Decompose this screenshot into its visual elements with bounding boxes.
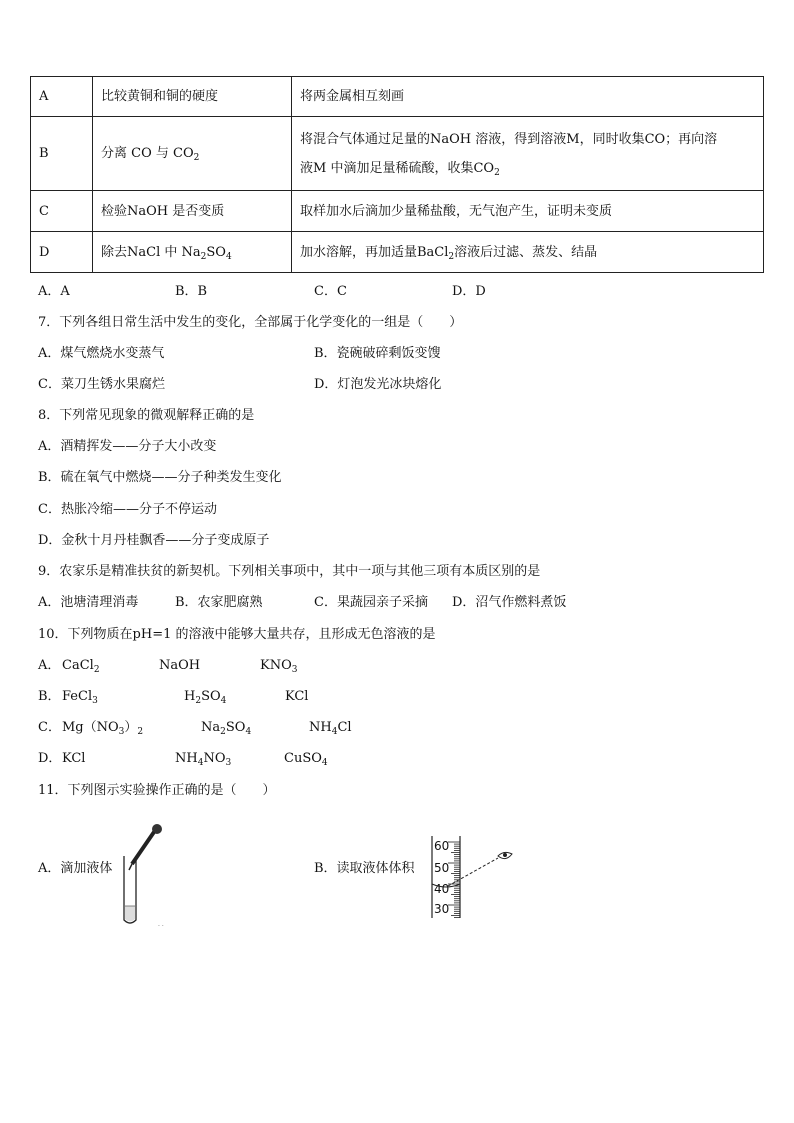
row-method: 将两金属相互刻画	[292, 77, 764, 117]
graduated-cylinder-figure	[428, 834, 524, 922]
row-purpose: 比较黄铜和铜的硬度	[93, 77, 292, 117]
q8-option-b[interactable]: B．硫在氧气中燃烧——分子种类发生变化	[38, 470, 282, 485]
option-a[interactable]: A．煤气燃烧水变蒸气	[38, 346, 165, 361]
q9-stem: 9．农家乐是精准扶贫的新契机。下列相关事项中，其中一项与其他三项有本质区别的是	[38, 564, 541, 579]
option-c[interactable]: C．C	[314, 284, 347, 299]
q11-option-a[interactable]: A．滴加液体	[38, 861, 113, 876]
tick-label: 40	[434, 882, 450, 896]
option-a[interactable]: A．池塘清理消毒	[38, 595, 139, 610]
table-row	[31, 232, 764, 273]
q11-option-b[interactable]: B．读取液体体积	[314, 861, 415, 876]
row-purpose: 分离 CO 与 $CO_2$	[93, 117, 292, 191]
tick-label: 60	[434, 839, 450, 853]
row-letter: B	[31, 117, 93, 191]
option-b[interactable]: B．农家肥腐熟	[175, 595, 263, 610]
q11-stem: 11．下列图示实验操作正确的是（ ）	[38, 783, 276, 798]
options-table	[30, 76, 764, 273]
dropper-tube-icon	[132, 832, 154, 864]
dropper-test-tube-figure	[114, 820, 180, 928]
tick-label: 50	[434, 861, 450, 875]
row-purpose: 除去NaCl 中 $Na_2SO_4$	[93, 232, 292, 273]
q8-option-d[interactable]: D．金秋十月丹桂飘香——分子变成原子	[38, 533, 270, 548]
q8-stem: 8．下列常见现象的微观解释正确的是	[38, 408, 255, 423]
q7-stem: 7．下列各组日常生活中发生的变化，全部属于化学变化的一组是（ ）	[38, 315, 463, 330]
row-purpose: 检验NaOH 是否变质	[93, 191, 292, 232]
row-method: 加水溶解，再加适量BaCl$_2$溶液后过滤、蒸发、结晶	[292, 232, 764, 273]
table-row	[31, 191, 764, 232]
option-b[interactable]: B．B	[175, 284, 208, 299]
option-a[interactable]: A．A	[38, 284, 70, 299]
row-letter: A	[31, 77, 93, 117]
q10-stem: 10．下列物质在pH=1 的溶液中能够大量共存，且形成无色溶液的是	[38, 627, 436, 642]
q8-option-a[interactable]: A．酒精挥发——分子大小改变	[38, 439, 217, 454]
option-d[interactable]: D．沼气作燃料煮饭	[452, 595, 567, 610]
option-d[interactable]: D．D	[452, 284, 486, 299]
option-d[interactable]: D．灯泡发光冰块熔化	[314, 377, 442, 392]
row-letter: C	[31, 191, 93, 232]
option-c[interactable]: C．菜刀生锈水果腐烂	[38, 377, 165, 392]
row-method: 取样加水后滴加少量稀盐酸，无气泡产生，证明未变质	[292, 191, 764, 232]
table-row	[31, 117, 764, 191]
row-method: 将混合气体通过足量的NaOH 溶液，得到溶液M，同时收集CO；再向溶 液M 中滴加足量稀硫酸，收集$CO_2$	[292, 117, 764, 191]
option-c[interactable]: C．果蔬园亲子采摘	[314, 595, 428, 610]
option-b[interactable]: B．瓷碗破碎剩饭变馊	[314, 346, 441, 361]
table-row	[31, 77, 764, 117]
q8-option-c[interactable]: C．热胀冷缩——分子不停运动	[38, 502, 217, 517]
svg-text:. .: . .	[158, 921, 164, 928]
tick-label: 30	[434, 902, 450, 916]
row-letter: D	[31, 232, 93, 273]
